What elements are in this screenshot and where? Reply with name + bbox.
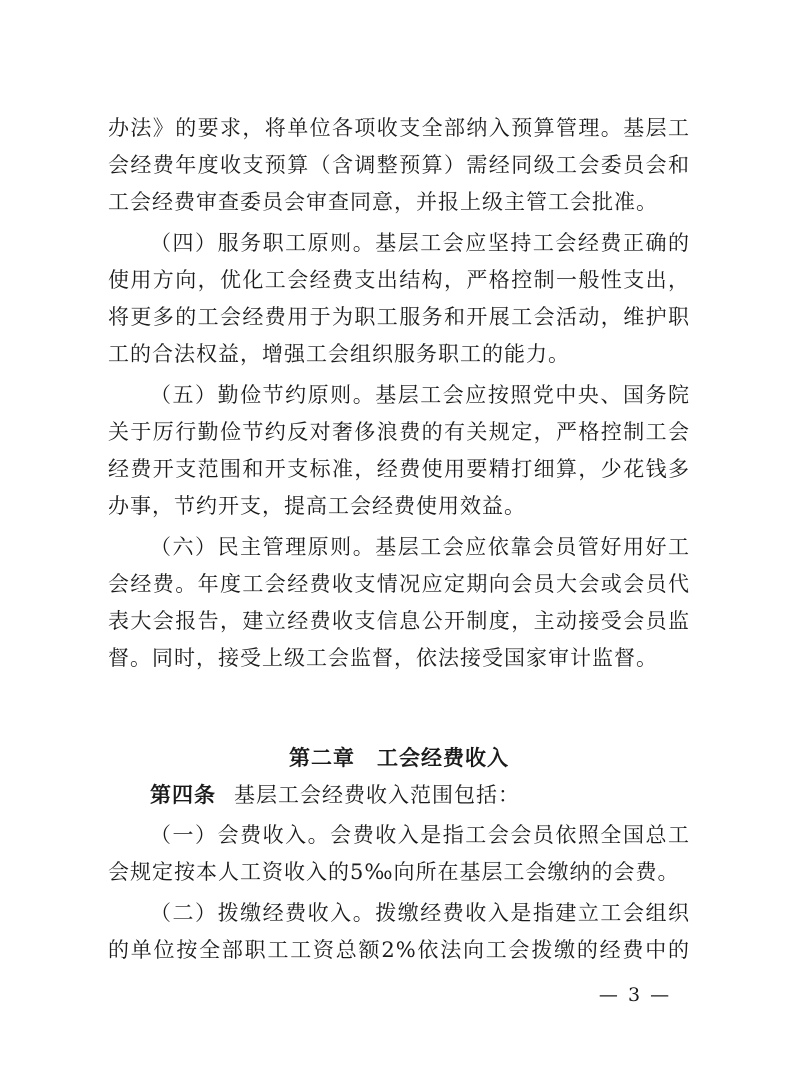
- article-line: [150, 780, 690, 810]
- body-text-line: 办法》的要求，将单位各项收支全部纳入预算管理。基层工: [108, 116, 690, 140]
- page-number: — 3 —: [598, 984, 672, 1006]
- body-text-line: 办事，节约开支，提高工会经费使用效益。: [108, 494, 526, 518]
- body-text-line: 的单位按全部职工工资总额2%依法向工会拨缴的经费中的: [108, 938, 690, 962]
- body-text-line: 会经费年度收支预算（含调整预算）需经同级工会委员会和: [108, 153, 690, 177]
- body-text-line: （一）会费收入。会费收入是指工会会员依照全国总工: [150, 823, 690, 847]
- body-text-line: 表大会报告，建立经费收支信息公开制度，主动接受会员监: [108, 609, 690, 633]
- article-label: 第四条: [150, 783, 216, 807]
- body-text-line: 关于厉行勤俭节约反对奢侈浪费的有关规定，严格控制工会: [108, 420, 690, 444]
- article-text: 基层工会经费收入范围包括：: [234, 783, 520, 807]
- body-text-line: 督。同时，接受上级工会监督，依法接受国家审计监督。: [108, 646, 658, 670]
- body-text-line: 工的合法权益，增强工会组织服务职工的能力。: [108, 342, 570, 366]
- body-text-line: （四）服务职工原则。基层工会应坚持工会经费正确的: [150, 231, 690, 255]
- chapter-heading: 第二章 工会经费收入: [289, 746, 509, 770]
- body-text-line: 将更多的工会经费用于为职工服务和开展工会活动，维护职: [108, 305, 690, 329]
- body-text-line: 工会经费审查委员会审查同意，并报上级主管工会批准。: [108, 190, 658, 214]
- body-text-line: 使用方向，优化工会经费支出结构，严格控制一般性支出，: [108, 268, 690, 292]
- body-text-line: 会经费。年度工会经费收支情况应定期向会员大会或会员代: [108, 572, 690, 596]
- body-text-line: 经费开支范围和开支标准，经费使用要精打细算，少花钱多: [108, 457, 690, 481]
- body-text-line: （六）民主管理原则。基层工会应依靠会员管好用好工: [150, 535, 690, 559]
- body-text-line: （五）勤俭节约原则。基层工会应按照党中央、国务院: [150, 383, 690, 407]
- body-text-line: （二）拨缴经费收入。拨缴经费收入是指建立工会组织: [150, 901, 690, 925]
- body-text-line: 会规定按本人工资收入的5‰向所在基层工会缴纳的会费。: [108, 860, 680, 884]
